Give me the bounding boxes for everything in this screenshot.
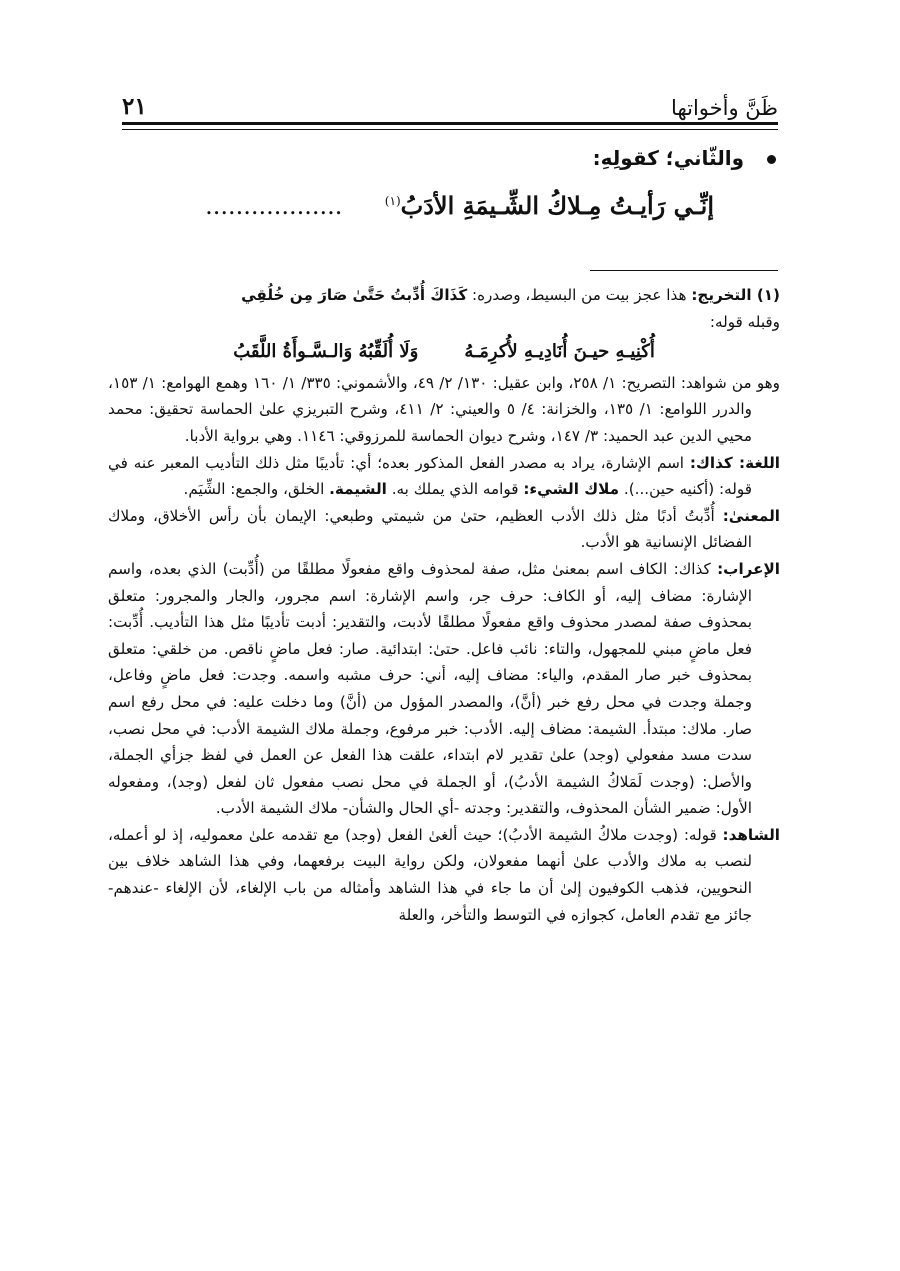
maana-text: أُدِّبتُ أدبًا مثل ذلك الأدب العظيم، حتىٰ من شيمتي وطبعي: الإيمان بأن رأس الأخلاق، وملاك الفضائل الإنسانية هو الأدب. [108, 506, 752, 552]
verse-sadr: كَذَاكَ أُدِّبتُ حَتَّىٰ صَارَ مِن خُلُقِي [241, 286, 468, 304]
maana-paragraph [108, 503, 780, 556]
footnote-ref: (١) [384, 194, 401, 208]
shahid-text: قوله: (وجدت ملاكُ الشيمة الأدبُ)؛ حيث ألغىٰ الفعل (وجد) مع تقدمه علىٰ معموليه، إذ لو أعمله، لنصب به ملاك والأدب علىٰ أنهما مفعولان، ولكن رواية البيت برفعهما، وفي هذا الشاهد خلاف بين النحويين، فذهب الكوفيون إلىٰ أن ما جاء في هذا الشاهد وأمثاله من باب الإلغاء، لأن الإلغاء -عندهم- جائز مع تقدم العامل، كجوازه في التوسط والتأخر، والعلة [108, 825, 752, 924]
maana-label: المعنىٰ: [722, 506, 780, 525]
shahid-label: الشاهد: [722, 825, 780, 844]
footnotes [108, 282, 780, 928]
shahid-paragraph [108, 822, 780, 928]
poetry-verse [120, 191, 714, 220]
lugha-milak: ملاك الشيء: [523, 480, 620, 499]
lugha-text-2: قوامه الذي يملك به. [391, 480, 519, 499]
chapter-title: ظَنَّ وأخواتها [671, 96, 778, 120]
bullet-icon [767, 155, 776, 164]
page-number: ٢١ [122, 93, 147, 120]
shawahid-paragraph: وهو من شواهد: التصريح: ١/ ٢٥٨، وابن عقيل: ١٣٠/ ٢/ ٤٩، والأشموني: ٣٣٥/ ١/ ١٦٠ وهمع الهوامع: ١/ ١٥٣، والدرر اللوامع: ١/ ١٣٥، والخزانة: ٤/ ٥ والعيني: ٢/ ٤١١، وشرح التبريزي علىٰ الحماسة تحقيق: محمد محيي الدين عبد الحميد: ٣/ ١٤٧، وشرح ديوان الحماسة للمرزوقي: ١١٤٦. وهي برواية الأدبا. [108, 373, 781, 445]
lugha-text-1: اسم الإشارة، يراد به مصدر الفعل المذكور بعده؛ أي: تأديبًا مثل ذلك التأديب المعبر عنه في قوله: (أكنيه حين...). [108, 453, 752, 499]
takhrij [108, 282, 780, 309]
intro-line [120, 146, 776, 170]
qablah-line: وقبله قوله: [709, 312, 780, 331]
irab-label: الإعراب: [717, 559, 780, 578]
lugha-shima: الشيمة. [329, 480, 387, 499]
page-header [122, 84, 778, 120]
previous-verse-first-half: أُكْنِيـهِ حيـنَ أُنَادِيـهِ لأُكرِمَـهُ [464, 341, 655, 363]
lugha-text-3: الخلق، والجمع: الشِّيَم. [183, 480, 325, 499]
header-rule-thin [122, 129, 778, 130]
lugha-label: اللغة: كذاك: [689, 453, 781, 472]
lugha-paragraph [108, 450, 780, 503]
takhrij-text: هذا عجز بيت من البسيط، وصدره: [471, 286, 687, 304]
verse-dots: .................. [205, 192, 343, 220]
previous-verse [108, 339, 780, 366]
intro-label: والثّاني؛ كقولِهِ: [592, 146, 745, 170]
verse-text: إنِّـي رَأيـتُ مِـلاكُ الشِّـيمَةِ الأدَبُ [400, 191, 714, 220]
footnote-separator [590, 270, 778, 271]
irab-paragraph [108, 556, 780, 822]
header-rule-thick [122, 122, 778, 125]
previous-verse-second-half: وَلَا أُلَقِّبُهُ وَالـسَّـوأَةُ اللَّقَبُ [233, 341, 419, 363]
takhrij-label: (١) التخريج: [691, 286, 780, 304]
irab-text: كذاك: الكاف اسم بمعنىٰ مثل، صفة لمحذوف واقع مفعولًا مطلقًا من (أُدِّبت) الذي بعده، واسم الإشارة: مضاف إليه، أو الكاف: حرف جر، واسم الإشارة: اسم مجرور، والجار والمجرور: متعلق بمحذوف صفة لمصدر محذوف واقع مفعولًا مطلقًا لأدبت، والتقدير: أدبت تأديبًا مثل هذا التأديب. أُدِّبت: فعل ماضٍ مبني للمجهول، والتاء: نائب فاعل. حتىٰ: ابتدائية. صار: فعل ماضٍ ناقص. من خلقي: متعلق بمحذوف خبر صار المقدم، والياء: مضاف إليه، أني: حرف مشبه واسمه. وجدت: فعل ماضٍ وفاعل، وجملة وجدت في محل رفع خبر (أنَّ)، والمصدر المؤول من (أنَّ) وما دخلت عليه: في محل رفع اسم صار. ملاك: مبتدأ. الشيمة: مضاف إليه. الأدب: خبر مرفوع، وجملة ملاك الشيمة الأدب: في محل نصب، سدت مسد مفعولي (وجد) علىٰ تقدير لام ابتداء، علقت هذا الفعل عن العمل في لفظ جزأي الجملة، والأصل: (وجدت لَمَلاكُ الشيمة الأدبُ)، أو الجملة في محل نصب مفعول ثان لفعل (وجد)، ومفعوله الأول: ضمير الشأن المحذوف، والتقدير: وجدته -أي الحال والشأن- ملاك الشيمة الأدب. [108, 559, 752, 818]
